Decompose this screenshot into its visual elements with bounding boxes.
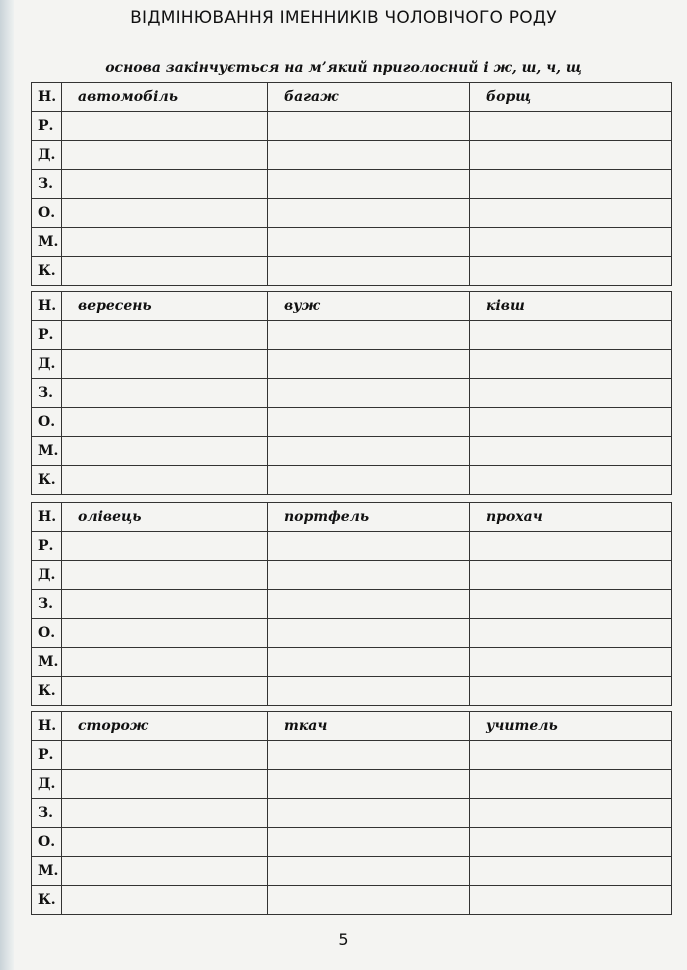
declension-table-3 bbox=[31, 502, 672, 706]
case-label: К. bbox=[32, 466, 62, 495]
table-row bbox=[32, 886, 672, 915]
noun-header: автомобіль bbox=[62, 83, 268, 112]
answer-cell[interactable] bbox=[268, 770, 470, 799]
case-label: З. bbox=[32, 170, 62, 199]
case-label: М. bbox=[32, 648, 62, 677]
case-label: К. bbox=[32, 677, 62, 706]
answer-cell[interactable] bbox=[62, 170, 268, 199]
answer-cell[interactable] bbox=[470, 350, 672, 379]
table-row bbox=[32, 503, 672, 532]
case-label: З. bbox=[32, 379, 62, 408]
answer-cell[interactable] bbox=[470, 619, 672, 648]
answer-cell[interactable] bbox=[268, 741, 470, 770]
answer-cell[interactable] bbox=[62, 408, 268, 437]
case-label: Н. bbox=[32, 83, 62, 112]
case-label: М. bbox=[32, 437, 62, 466]
noun-header: портфель bbox=[268, 503, 470, 532]
answer-cell[interactable] bbox=[268, 321, 470, 350]
answer-cell[interactable] bbox=[470, 886, 672, 915]
page-number: 5 bbox=[338, 930, 349, 949]
table-row bbox=[32, 141, 672, 170]
case-label: Д. bbox=[32, 350, 62, 379]
noun-header: сторож bbox=[62, 712, 268, 741]
answer-cell[interactable] bbox=[470, 379, 672, 408]
answer-cell[interactable] bbox=[62, 199, 268, 228]
table-row bbox=[32, 712, 672, 741]
table-row bbox=[32, 83, 672, 112]
answer-cell[interactable] bbox=[62, 112, 268, 141]
table-row bbox=[32, 257, 672, 286]
noun-header: учитель bbox=[470, 712, 672, 741]
answer-cell[interactable] bbox=[470, 437, 672, 466]
table-row bbox=[32, 228, 672, 257]
case-label: Н. bbox=[32, 292, 62, 321]
table-row bbox=[32, 741, 672, 770]
case-label: М. bbox=[32, 857, 62, 886]
noun-header: багаж bbox=[268, 83, 470, 112]
answer-cell[interactable] bbox=[470, 590, 672, 619]
answer-cell[interactable] bbox=[470, 857, 672, 886]
page-title: ВІДМІНЮВАННЯ ІМЕННИКІВ ЧОЛОВІЧОГО РОДУ bbox=[130, 8, 557, 28]
answer-cell[interactable] bbox=[268, 199, 470, 228]
answer-cell[interactable] bbox=[470, 648, 672, 677]
case-label: Д. bbox=[32, 770, 62, 799]
answer-cell[interactable] bbox=[62, 437, 268, 466]
answer-cell[interactable] bbox=[62, 321, 268, 350]
answer-cell[interactable] bbox=[268, 561, 470, 590]
table-row bbox=[32, 379, 672, 408]
answer-cell[interactable] bbox=[268, 257, 470, 286]
table-row bbox=[32, 828, 672, 857]
noun-header: ткач bbox=[268, 712, 470, 741]
answer-cell[interactable] bbox=[470, 199, 672, 228]
answer-cell[interactable] bbox=[268, 379, 470, 408]
answer-cell[interactable] bbox=[62, 466, 268, 495]
case-label: Д. bbox=[32, 141, 62, 170]
answer-cell[interactable] bbox=[268, 828, 470, 857]
answer-cell[interactable] bbox=[62, 350, 268, 379]
case-label: З. bbox=[32, 590, 62, 619]
answer-cell[interactable] bbox=[470, 141, 672, 170]
noun-header: прохач bbox=[470, 503, 672, 532]
table-row bbox=[32, 677, 672, 706]
table-row bbox=[32, 112, 672, 141]
table-row bbox=[32, 437, 672, 466]
answer-cell[interactable] bbox=[62, 619, 268, 648]
answer-cell[interactable] bbox=[62, 561, 268, 590]
case-label: Р. bbox=[32, 741, 62, 770]
answer-cell[interactable] bbox=[470, 228, 672, 257]
answer-cell[interactable] bbox=[470, 112, 672, 141]
answer-cell[interactable] bbox=[62, 379, 268, 408]
answer-cell[interactable] bbox=[62, 677, 268, 706]
answer-cell[interactable] bbox=[62, 799, 268, 828]
answer-cell[interactable] bbox=[62, 590, 268, 619]
answer-cell[interactable] bbox=[470, 170, 672, 199]
case-label: Р. bbox=[32, 532, 62, 561]
noun-header: олівець bbox=[62, 503, 268, 532]
case-label: Д. bbox=[32, 561, 62, 590]
table-row bbox=[32, 170, 672, 199]
answer-cell[interactable] bbox=[268, 857, 470, 886]
answer-cell[interactable] bbox=[268, 532, 470, 561]
answer-cell[interactable] bbox=[470, 799, 672, 828]
case-label: О. bbox=[32, 619, 62, 648]
case-label: Р. bbox=[32, 321, 62, 350]
answer-cell[interactable] bbox=[470, 770, 672, 799]
answer-cell[interactable] bbox=[268, 886, 470, 915]
table-row bbox=[32, 292, 672, 321]
answer-cell[interactable] bbox=[268, 648, 470, 677]
case-label: К. bbox=[32, 257, 62, 286]
answer-cell[interactable] bbox=[268, 799, 470, 828]
page-subtitle: основа закінчується на м’який приголосний і ж, ш, ч, щ bbox=[105, 60, 582, 76]
case-label: О. bbox=[32, 828, 62, 857]
case-label: Н. bbox=[32, 503, 62, 532]
answer-cell[interactable] bbox=[62, 648, 268, 677]
answer-cell[interactable] bbox=[470, 828, 672, 857]
case-label: О. bbox=[32, 199, 62, 228]
answer-cell[interactable] bbox=[268, 141, 470, 170]
table-row bbox=[32, 619, 672, 648]
answer-cell[interactable] bbox=[62, 141, 268, 170]
answer-cell[interactable] bbox=[268, 228, 470, 257]
noun-header: вересень bbox=[62, 292, 268, 321]
case-label: М. bbox=[32, 228, 62, 257]
answer-cell[interactable] bbox=[470, 408, 672, 437]
noun-header: вуж bbox=[268, 292, 470, 321]
table-row bbox=[32, 648, 672, 677]
table-row bbox=[32, 466, 672, 495]
table-row bbox=[32, 799, 672, 828]
noun-header: ківш bbox=[470, 292, 672, 321]
table-row bbox=[32, 770, 672, 799]
answer-cell[interactable] bbox=[268, 590, 470, 619]
answer-cell[interactable] bbox=[470, 466, 672, 495]
answer-cell[interactable] bbox=[62, 770, 268, 799]
answer-cell[interactable] bbox=[62, 857, 268, 886]
answer-cell[interactable] bbox=[268, 112, 470, 141]
answer-cell[interactable] bbox=[268, 619, 470, 648]
table-row bbox=[32, 857, 672, 886]
answer-cell[interactable] bbox=[268, 677, 470, 706]
answer-cell[interactable] bbox=[470, 532, 672, 561]
case-label: Н. bbox=[32, 712, 62, 741]
table-row bbox=[32, 350, 672, 379]
answer-cell[interactable] bbox=[268, 408, 470, 437]
answer-cell[interactable] bbox=[470, 741, 672, 770]
answer-cell[interactable] bbox=[268, 466, 470, 495]
answer-cell[interactable] bbox=[62, 828, 268, 857]
table-row bbox=[32, 590, 672, 619]
table-row bbox=[32, 199, 672, 228]
answer-cell[interactable] bbox=[62, 228, 268, 257]
case-label: З. bbox=[32, 799, 62, 828]
case-label: О. bbox=[32, 408, 62, 437]
answer-cell[interactable] bbox=[268, 437, 470, 466]
page-edge-shadow bbox=[0, 0, 14, 970]
table-row bbox=[32, 532, 672, 561]
answer-cell[interactable] bbox=[62, 257, 268, 286]
declension-table-4 bbox=[31, 711, 672, 915]
table-row bbox=[32, 321, 672, 350]
answer-cell[interactable] bbox=[268, 170, 470, 199]
table-row bbox=[32, 408, 672, 437]
answer-cell[interactable] bbox=[470, 677, 672, 706]
noun-header: борщ bbox=[470, 83, 672, 112]
answer-cell[interactable] bbox=[470, 321, 672, 350]
answer-cell[interactable] bbox=[62, 532, 268, 561]
answer-cell[interactable] bbox=[62, 741, 268, 770]
answer-cell[interactable] bbox=[470, 561, 672, 590]
case-label: Р. bbox=[32, 112, 62, 141]
answer-cell[interactable] bbox=[470, 257, 672, 286]
case-label: К. bbox=[32, 886, 62, 915]
declension-table-2 bbox=[31, 291, 672, 495]
answer-cell[interactable] bbox=[268, 350, 470, 379]
answer-cell[interactable] bbox=[62, 886, 268, 915]
declension-table-1 bbox=[31, 82, 672, 286]
table-row bbox=[32, 561, 672, 590]
